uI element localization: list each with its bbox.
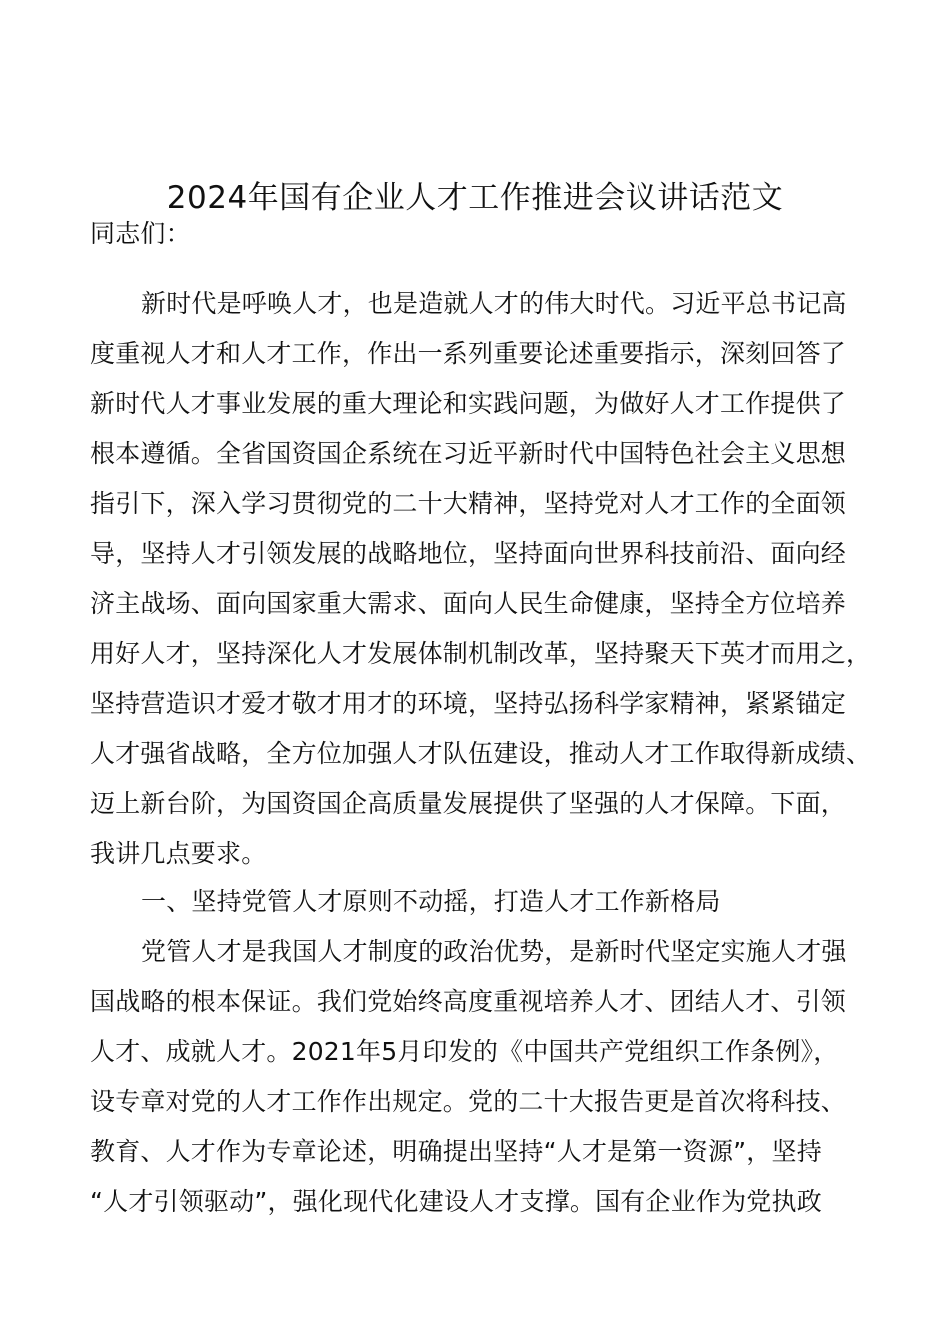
paragraph-line: 用好人才，坚持深化人才发展体制机制改革，坚持聚天下英才而用之，	[90, 639, 872, 668]
paragraph-line: 济主战场、面向国家重大需求、面向人民生命健康，坚持全方位培养	[90, 589, 847, 618]
paragraph-line: 国战略的根本保证。我们党始终高度重视培养人才、团结人才、引领	[90, 987, 847, 1016]
paragraph-line: 导，坚持人才引领发展的战略地位，坚持面向世界科技前沿、面向经	[90, 539, 847, 568]
paragraph-line: 教育、人才作为专章论述，明确提出坚持“人才是第一资源”，坚持	[90, 1137, 822, 1166]
paragraph-line: 人才强省战略，全方位加强人才队伍建设，推动人才工作取得新成绩、	[90, 739, 872, 768]
paragraph-line: “人才引领驱动”，强化现代化建设人才支撑。国有企业作为党执政	[90, 1187, 822, 1216]
paragraph-line: 设专章对党的人才工作作出规定。党的二十大报告更是首次将科技、	[90, 1087, 847, 1116]
paragraph-line: 度重视人才和人才工作，作出一系列重要论述重要指示，深刻回答了	[90, 339, 847, 368]
paragraph-line: 指引下，深入学习贯彻党的二十大精神，坚持党对人才工作的全面领	[90, 489, 847, 518]
document-title: 2024年国有企业人才工作推进会议讲话范文	[166, 180, 784, 216]
paragraph-line: 新时代人才事业发展的重大理论和实践问题，为做好人才工作提供了	[90, 389, 847, 418]
paragraph-line: 人才、成就人才。2021年5月印发的《中国共产党组织工作条例》，	[90, 1037, 839, 1066]
salutation: 同志们：	[90, 219, 191, 248]
paragraph-line: 我讲几点要求。	[90, 839, 267, 868]
paragraph-line: 坚持营造识才爱才敬才用才的环境，坚持弘扬科学家精神，紧紧锚定	[90, 689, 847, 718]
section-heading: 一、坚持党管人才原则不动摇，打造人才工作新格局	[141, 887, 721, 916]
paragraph-line: 党管人才是我国人才制度的政治优势，是新时代坚定实施人才强	[141, 937, 847, 966]
paragraph-line: 根本遵循。全省国资国企系统在习近平新时代中国特色社会主义思想	[90, 439, 847, 468]
paragraph-line: 新时代是呼唤人才，也是造就人才的伟大时代。习近平总书记高	[141, 289, 847, 318]
paragraph-line: 迈上新台阶，为国资国企高质量发展提供了坚强的人才保障。下面，	[90, 789, 847, 818]
